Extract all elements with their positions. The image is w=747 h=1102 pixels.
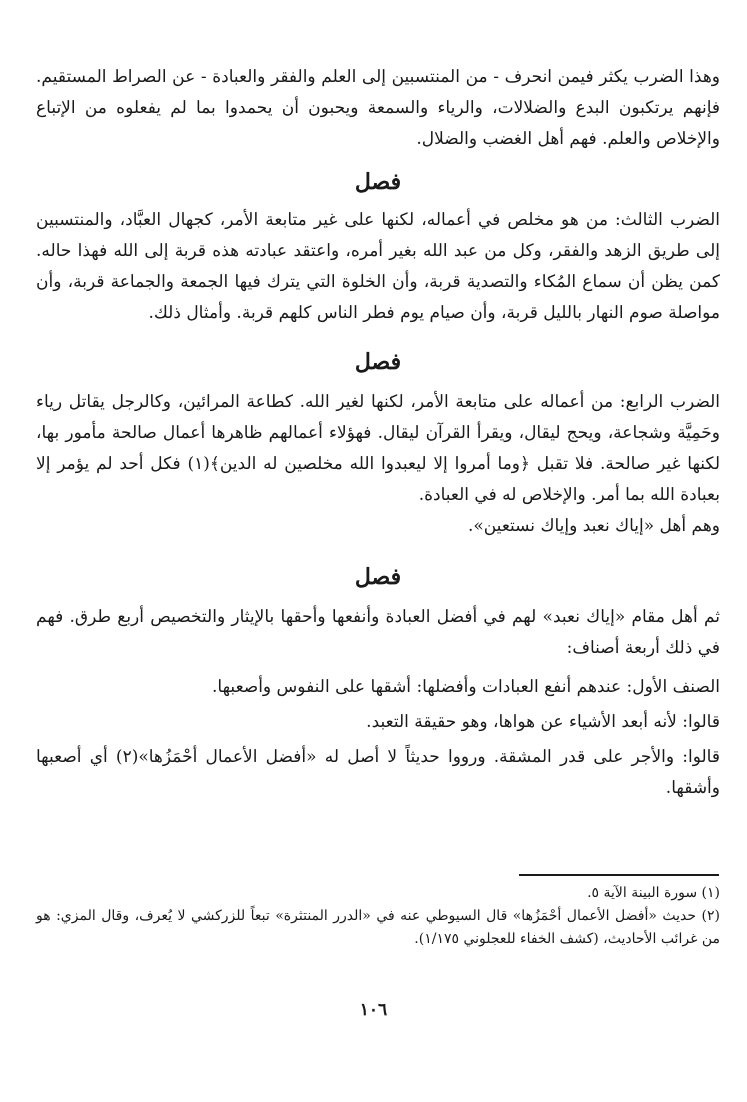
- page-number: ١٠٦: [359, 1000, 388, 1020]
- footnote-divider: [519, 874, 719, 876]
- page-body: [36, 62, 720, 804]
- footnote-1: (١) سورة البينة الآية ٥.: [587, 885, 720, 901]
- reason-2-paragraph: قالوا: والأجر على قدر المشقة. ورووا حديثاً لا أصل له «أفضل الأعمال أحْمَزُها»(٢) أي أصعبها وأشقها.: [36, 747, 720, 798]
- section-2-closing: وهم أهل «إياك نعبد وإياك نستعين».: [467, 516, 720, 536]
- reason-1-paragraph: قالوا: لأنه أبعد الأشياء عن هواها، وهو حقيقة التعبد.: [366, 712, 720, 732]
- section-heading-2: فصل: [354, 349, 402, 375]
- section-1-paragraph: الضرب الثالث: من هو مخلص في أعماله، لكنها على غير متابعة الأمر، كجهال العبَّاد، والمنتسبين إلى طريق الزهد والفقر، وكل من عبد الله بغير أمره، واعتقد عبادته هذه قربة إلى الله فهذا حاله. كمن يظن أن سماع المُكاء والتصدية قربة، وأن الخلوة التي يترك فيها الجمعة والجماعة قربة، وأن مواصلة صوم النهار بالليل قربة، وأن صيام يوم فطر الناس كلهم قربة. وأمثال ذلك.: [36, 210, 720, 323]
- section-3-paragraph: ثم أهل مقام «إياك نعبد» لهم في أفضل العبادة وأنفعها وأحقها بالإيثار والتخصيص أربع طرق. فهم في ذلك أربعة أصناف:: [36, 607, 720, 658]
- intro-paragraph: وهذا الضرب يكثر فيمن انحرف - من المنتسبين إلى العلم والفقر والعبادة - عن الصراط المستقيم. فإنهم يرتكبون البدع والضلالات، والرياء والسمعة ويحبون أن يحمدوا بما لم يفعلوه من الإتباع والإخلاص والعلم. فهم أهل الغضب والضلال.: [36, 67, 720, 149]
- section-2-paragraph: الضرب الرابع: من أعماله على متابعة الأمر، لكنها لغير الله. كطاعة المرائين، وكالرجل يقاتل رياء وحَمِيَّة وشجاعة، ويحج ليقال، ويقرأ القرآن ليقال. فهؤلاء أعمالهم ظاهرها أعمال صالحة مأمور بها، لكنها غير صالحة. فلا تقبل ﴿وما أمروا إلا ليعبدوا الله مخلصين له الدين﴾(١) فكل أحد لم يؤمر إلا بعبادة الله بما أمر. والإخلاص له في العبادة.: [36, 392, 720, 505]
- footnotes: [36, 882, 720, 951]
- section-heading-1: فصل: [354, 169, 402, 195]
- first-class-paragraph: الصنف الأول: عندهم أنفع العبادات وأفضلها: أشقها على النفوس وأصعبها.: [212, 677, 720, 697]
- section-heading-3: فصل: [354, 564, 402, 590]
- footnote-2: (٢) حديث «أفضل الأعمال أحْمَزُها» قال السيوطي عنه في «الدرر المنتثرة» تبعاً للزركشي لا يُعرف، وقال المزي: هو من غرائب الأحاديث، (كشف الخفاء للعجلوني ١/١٧٥).: [36, 908, 720, 947]
